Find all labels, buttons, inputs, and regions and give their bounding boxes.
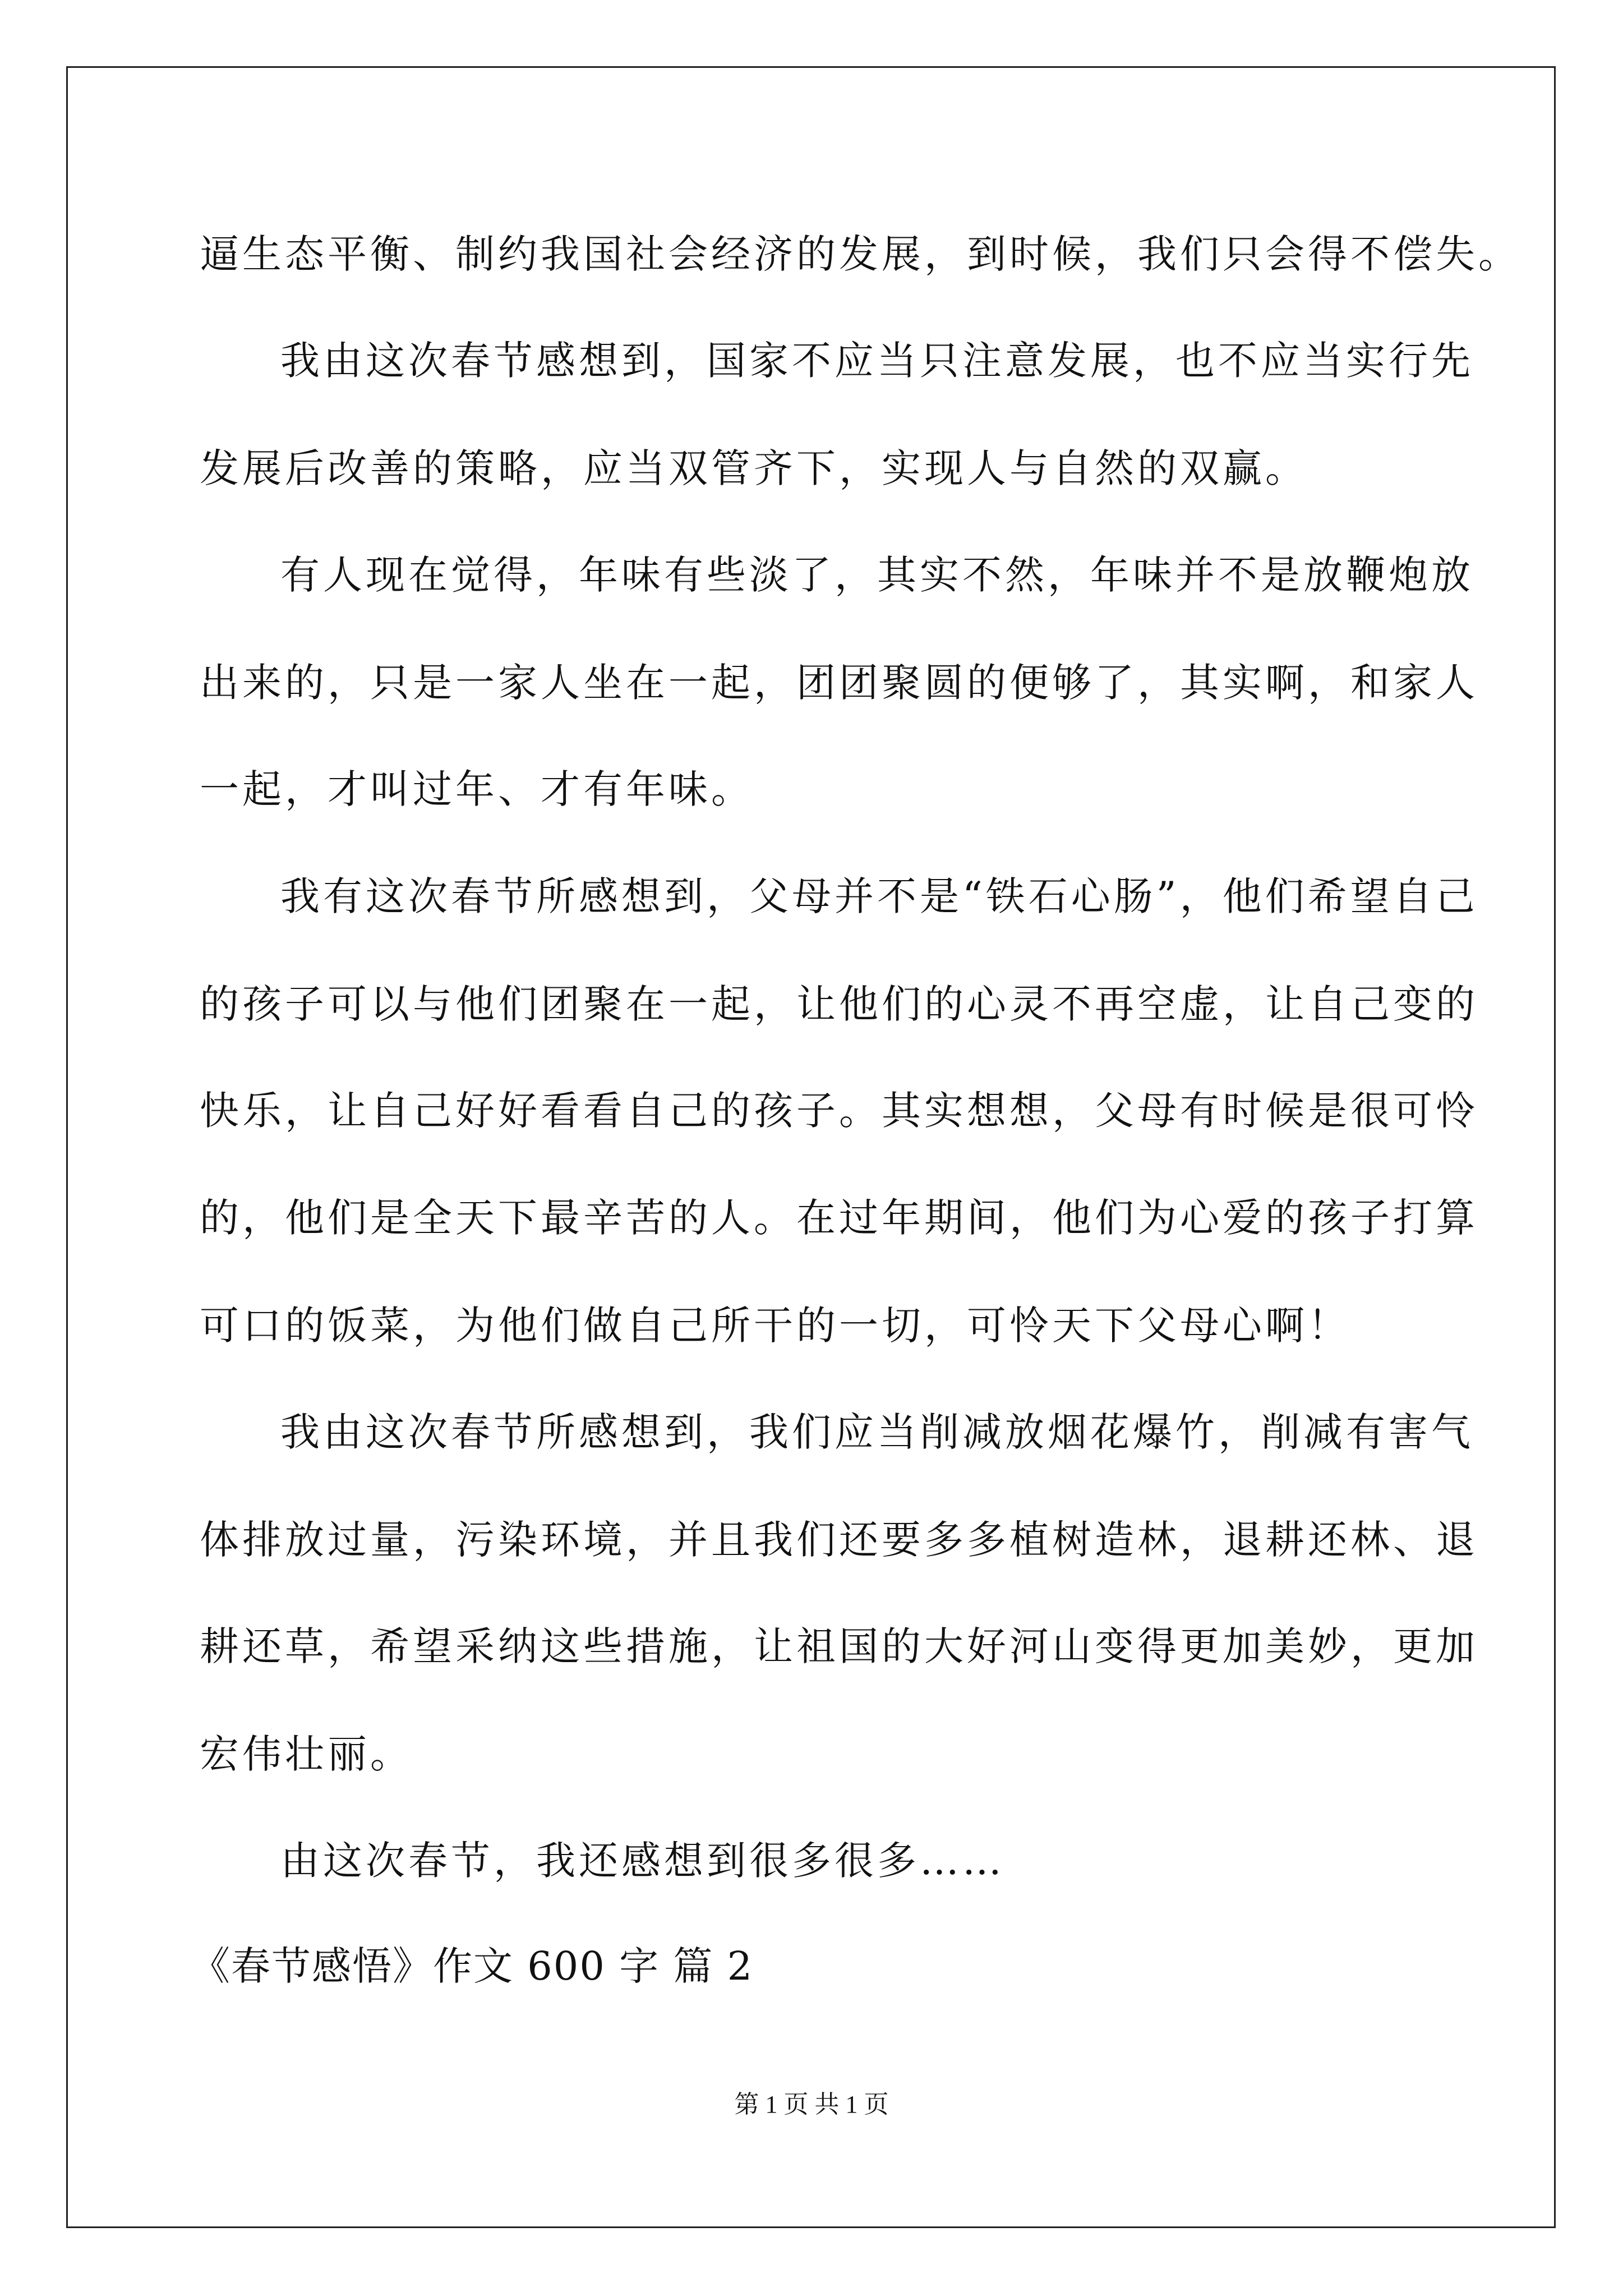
text-line-6: 一起，才叫过年、才有年味。 <box>200 766 754 812</box>
text-line-16: 由这次春节，我还感想到很多很多…… <box>280 1838 1005 1884</box>
text-line-7: 我有这次春节所感想到，父母并不是“铁石心肠”，他们希望自己 <box>280 873 1478 919</box>
text-line-4: 有人现在觉得，年味有些淡了，其实不然，年味并不是放鞭炮放 <box>280 552 1474 598</box>
text-line-2: 我由这次春节感想到，国家不应当只注意发展，也不应当实行先 <box>280 338 1474 384</box>
text-line-10: 的，他们是全天下最辛苦的人。在过年期间，他们为心爱的孩子打算 <box>200 1195 1478 1241</box>
text-line-11: 可口的饭菜，为他们做自己所干的一切，可怜天下父母心啊！ <box>200 1303 1350 1349</box>
text-line-3: 发展后改善的策略，应当双管齐下，实现人与自然的双赢。 <box>200 445 1308 491</box>
text-line-14: 耕还草，希望采纳这些措施，让祖国的大好河山变得更加美妙，更加 <box>200 1623 1478 1669</box>
text-line-5: 出来的，只是一家人坐在一起，团团聚圆的便够了，其实啊，和家人 <box>200 660 1478 706</box>
text-line-9: 快乐，让自己好好看看自己的孩子。其实想想，父母有时候是很可怜 <box>200 1088 1478 1134</box>
text-line-8: 的孩子可以与他们团聚在一起，让他们的心灵不再空虚，让自己变的 <box>200 981 1478 1027</box>
page-footer: 第 1 页 共 1 页 <box>734 2091 889 2118</box>
text-line-1: 逼生态平衡、制约我国社会经济的发展，到时候，我们只会得不偿失。 <box>200 231 1521 277</box>
page-border <box>66 66 1556 2228</box>
text-line-13: 体排放过量，污染环境，并且我们还要多多植树造林，退耕还林、退 <box>200 1517 1478 1563</box>
text-line-15: 宏伟壮丽。 <box>200 1731 413 1777</box>
section-heading: 《春节感悟》作文 600 字 篇 2 <box>191 1943 754 1989</box>
text-line-12: 我由这次春节所感想到，我们应当削减放烟花爆竹，削减有害气 <box>280 1409 1474 1455</box>
